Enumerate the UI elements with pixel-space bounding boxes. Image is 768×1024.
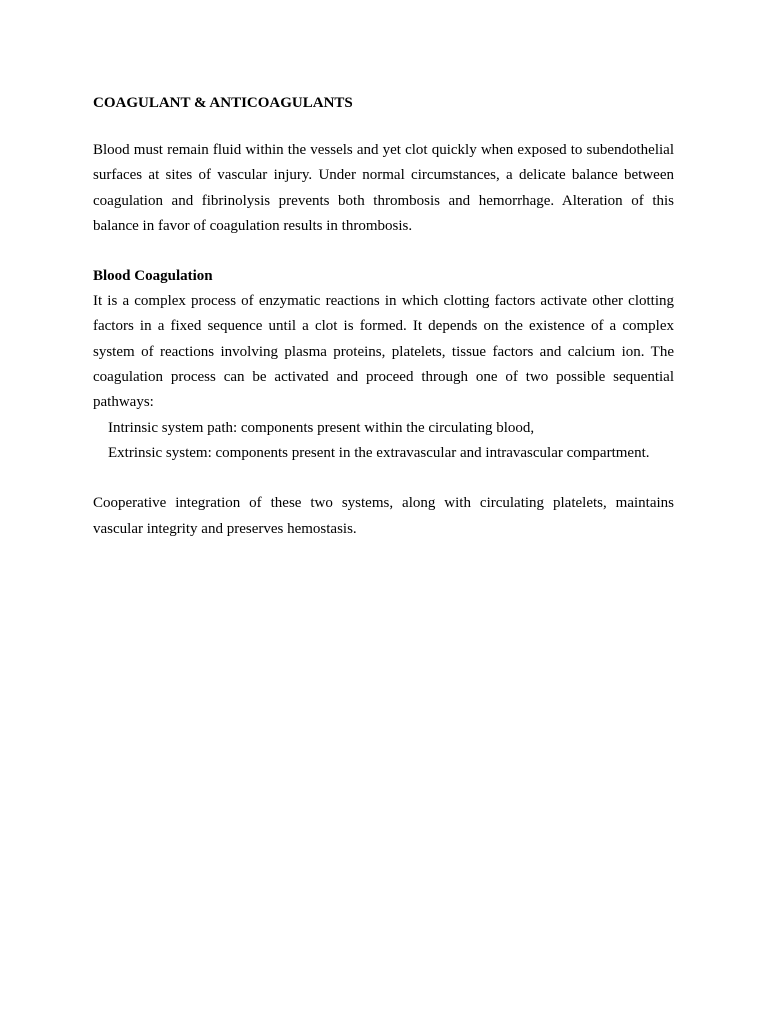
blood-coagulation-paragraph: It is a complex process of enzymatic reactions in which clotting factors activate other clotting factors in a fixed sequence until a clot is formed. It depends on the existence of a complex system of reactions involving plasma proteins, platelets, tissue factors and calcium ion. The coagulation process can be activated and proceed through one of two possible sequential pathways:: [93, 293, 674, 411]
pathway-list: [93, 416, 674, 467]
intro-paragraph: Blood must remain fluid within the vessels and yet clot quickly when exposed to subendothelial surfaces at sites of vascular injury. Under normal circumstances, a delicate balance between coagulation and fibrinolysis prevents both thrombosis and hemorrhage. Alteration of this balance in favor of coagulation results in thrombosis.: [93, 142, 674, 234]
section-heading-blood-coagulation: Blood Coagulation: [93, 268, 213, 285]
closing-paragraph: Cooperative integration of these two systems, along with circulating platelets, maintains vascular integrity and preserves hemostasis.: [93, 495, 674, 537]
pathway-item-extrinsic: Extrinsic system: components present in the extravascular and intravascular compartment.: [108, 444, 650, 461]
paragraph-spacer: [93, 466, 674, 491]
pathway-item-intrinsic: Intrinsic system path: components present within the circulating blood,: [108, 419, 535, 436]
document-title: COAGULANT & ANTICOAGULANTS: [93, 95, 353, 111]
paragraph-spacer: [93, 239, 674, 264]
document-page: [93, 93, 674, 542]
